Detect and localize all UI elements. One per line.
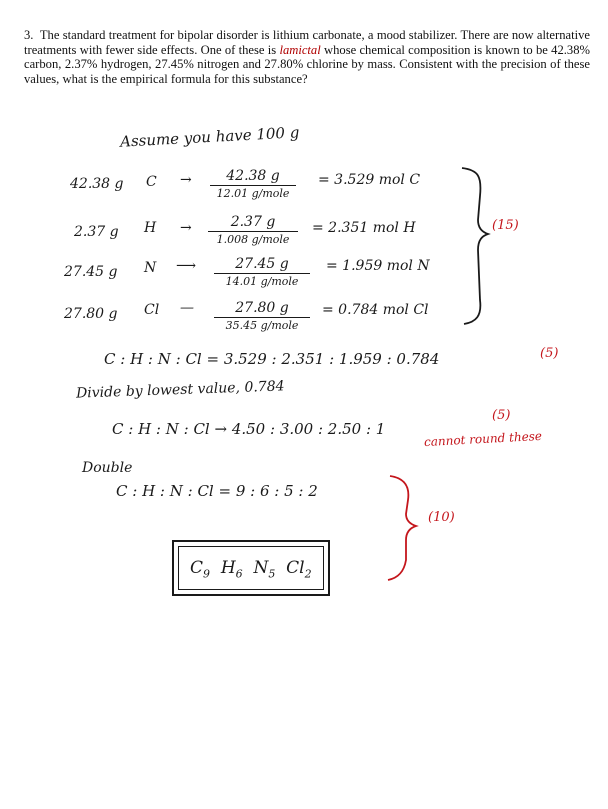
right-brace-icon: [462, 168, 488, 324]
row-cl-mass: 27.80 g: [64, 306, 118, 322]
row-h-denominator: 1.008 g/mole: [216, 233, 290, 246]
arrow-icon: →: [180, 172, 192, 188]
ratio-line: C : H : N : Cl = 3.529 : 2.351 : 1.959 : 0.784: [104, 350, 440, 368]
row-c-element: C: [146, 174, 157, 190]
arrow-icon: ⟶: [176, 258, 197, 274]
divided-line: C : H : N : Cl → 4.50 : 3.00 : 2.50 : 1: [112, 420, 386, 438]
row-c-mass: 42.38 g: [70, 176, 124, 192]
empirical-formula: $C_9$ $H_6$ $N_5$ $Cl_2$: [190, 558, 312, 581]
drug-name: lamictal: [279, 42, 321, 57]
problem-text-before: The standard treatment for bipolar disorder is lithium carbonate, a mood stabilizer. There are now alternative treatments with fewer side effects. One of these is: [24, 28, 590, 57]
row-c-numerator: 42.38 g: [210, 168, 296, 186]
final-points: (10): [428, 510, 455, 525]
row-n-result: = 1.959 mol N: [326, 258, 430, 274]
row-cl-numerator: 27.80 g: [214, 300, 310, 318]
row-h-result: = 2.351 mol H: [312, 220, 416, 236]
row-h-numerator: 2.37 g: [208, 214, 298, 232]
rows-points: (15): [492, 218, 519, 233]
row-n-denominator: 14.01 g/mole: [225, 275, 299, 288]
row-n-element: N: [144, 260, 157, 276]
problem-number: 3.: [24, 28, 34, 42]
row-cl-result: = 0.784 mol Cl: [322, 302, 429, 318]
double-label: Double: [82, 460, 133, 476]
problem-text-after: whose chemical composition is known to be 42.38% carbon, 2.37% hydrogen, 27.45% nitrogen and 27.80% chlorine by mass. Consistent with the precision of these values, what is the empirical formula for this substance?: [24, 42, 590, 86]
row-h-mass: 2.37 g: [74, 224, 119, 240]
doubled-line: C : H : N : Cl = 9 : 6 : 5 : 2: [116, 482, 318, 500]
row-n-numerator: 27.45 g: [214, 256, 310, 274]
row-h-element: H: [144, 220, 157, 236]
row-cl-denominator: 35.45 g/mole: [225, 319, 299, 332]
cannot-round-note: cannot round these: [423, 428, 543, 450]
ratio-points: (5): [540, 346, 559, 361]
row-n-mass: 27.45 g: [64, 264, 118, 280]
red-brace-icon: [388, 476, 416, 580]
row-c-denominator: 12.01 g/mole: [216, 187, 290, 200]
divide-points: (5): [492, 408, 511, 423]
assume-line: Assume you have 100 g: [119, 123, 300, 151]
row-c-result: = 3.529 mol C: [318, 172, 421, 188]
row-cl-element: Cl: [144, 302, 160, 318]
divide-line: Divide by lowest value, 0.784: [75, 378, 285, 402]
arrow-icon: —: [180, 300, 194, 316]
arrow-icon: →: [180, 220, 192, 236]
